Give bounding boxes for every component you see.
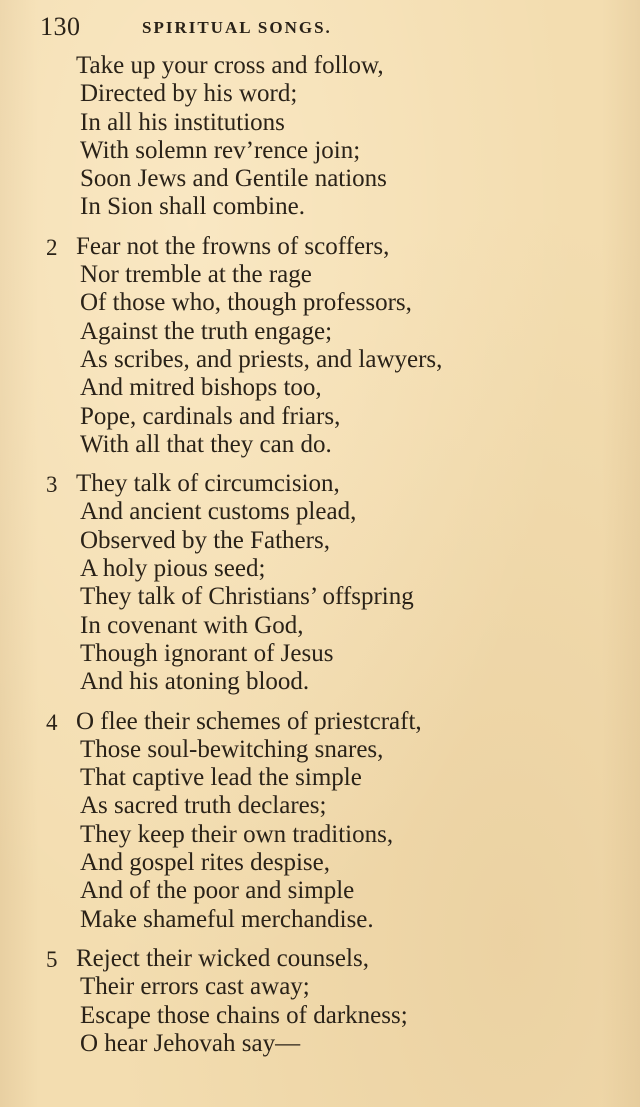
verse-line: Fear not the frowns of scoffers, xyxy=(76,232,390,260)
running-head: SPIRITUAL SONGS. xyxy=(142,18,332,37)
verse-line: Pope, cardinals and friars, xyxy=(80,402,341,430)
verse-line: As sacred truth declares; xyxy=(80,792,327,820)
verse-line: Make shameful merchandise. xyxy=(80,905,374,933)
verse-line: Reject their wicked counsels, xyxy=(76,944,369,972)
verse-line: O flee their schemes of priestcraft, xyxy=(76,707,422,735)
stanza xyxy=(0,470,640,696)
verse-line: Though ignorant of Jesus xyxy=(80,639,334,667)
verse-line: And of the poor and simple xyxy=(80,877,355,905)
verse-line: Those soul-bewitching snares, xyxy=(80,735,384,763)
stanza-number: 3 xyxy=(46,472,58,498)
stanza xyxy=(0,233,640,459)
verse-line: Against the truth engage; xyxy=(80,317,333,345)
page-number: 130 xyxy=(40,12,81,41)
verse-line: That captive lead the simple xyxy=(80,764,362,792)
verse-line: As scribes, and priests, and lawyers, xyxy=(80,345,443,373)
verse-line: They talk of circumcision, xyxy=(76,470,340,498)
verse-line: With all that they can do. xyxy=(80,430,332,458)
verse-line: In Sion shall combine. xyxy=(80,193,305,221)
stanza xyxy=(0,945,640,1058)
verse-line: And his atoning blood. xyxy=(80,668,310,696)
verse-line: Soon Jews and Gentile nations xyxy=(80,165,387,193)
verse-line: Their errors cast away; xyxy=(80,973,310,1001)
verse-line: Of those who, though professors, xyxy=(80,289,412,317)
verse-line: And gospel rites despise, xyxy=(80,849,330,877)
verse-line: O hear Jehovah say— xyxy=(80,1029,301,1057)
verse-line: With solemn rev’rence join; xyxy=(80,136,361,164)
verse-line: Observed by the Fathers, xyxy=(80,526,330,554)
verse-line: Directed by his word; xyxy=(80,80,298,108)
verse-line: A holy pious seed; xyxy=(80,555,266,583)
verse-line: Escape those chains of darkness; xyxy=(80,1001,408,1029)
verse-line: Take up your cross and follow, xyxy=(76,52,384,79)
verse-line: In all his institutions xyxy=(80,108,285,136)
stanza xyxy=(0,52,640,222)
stanza-number: 5 xyxy=(46,946,58,972)
stanza xyxy=(0,708,640,934)
verse-line: In covenant with God, xyxy=(80,611,304,639)
verse-line: They talk of Christians’ offspring xyxy=(80,583,414,611)
verse-line: And mitred bishops too, xyxy=(80,374,322,402)
stanza-number: 2 xyxy=(46,234,58,260)
page-header xyxy=(40,12,460,42)
verse-line: Nor tremble at the rage xyxy=(80,261,312,289)
verse-line: They keep their own traditions, xyxy=(80,820,394,848)
verse-line: And ancient customs plead, xyxy=(80,498,357,526)
stanza-number: 4 xyxy=(46,709,58,735)
hymn-text xyxy=(0,52,640,1069)
